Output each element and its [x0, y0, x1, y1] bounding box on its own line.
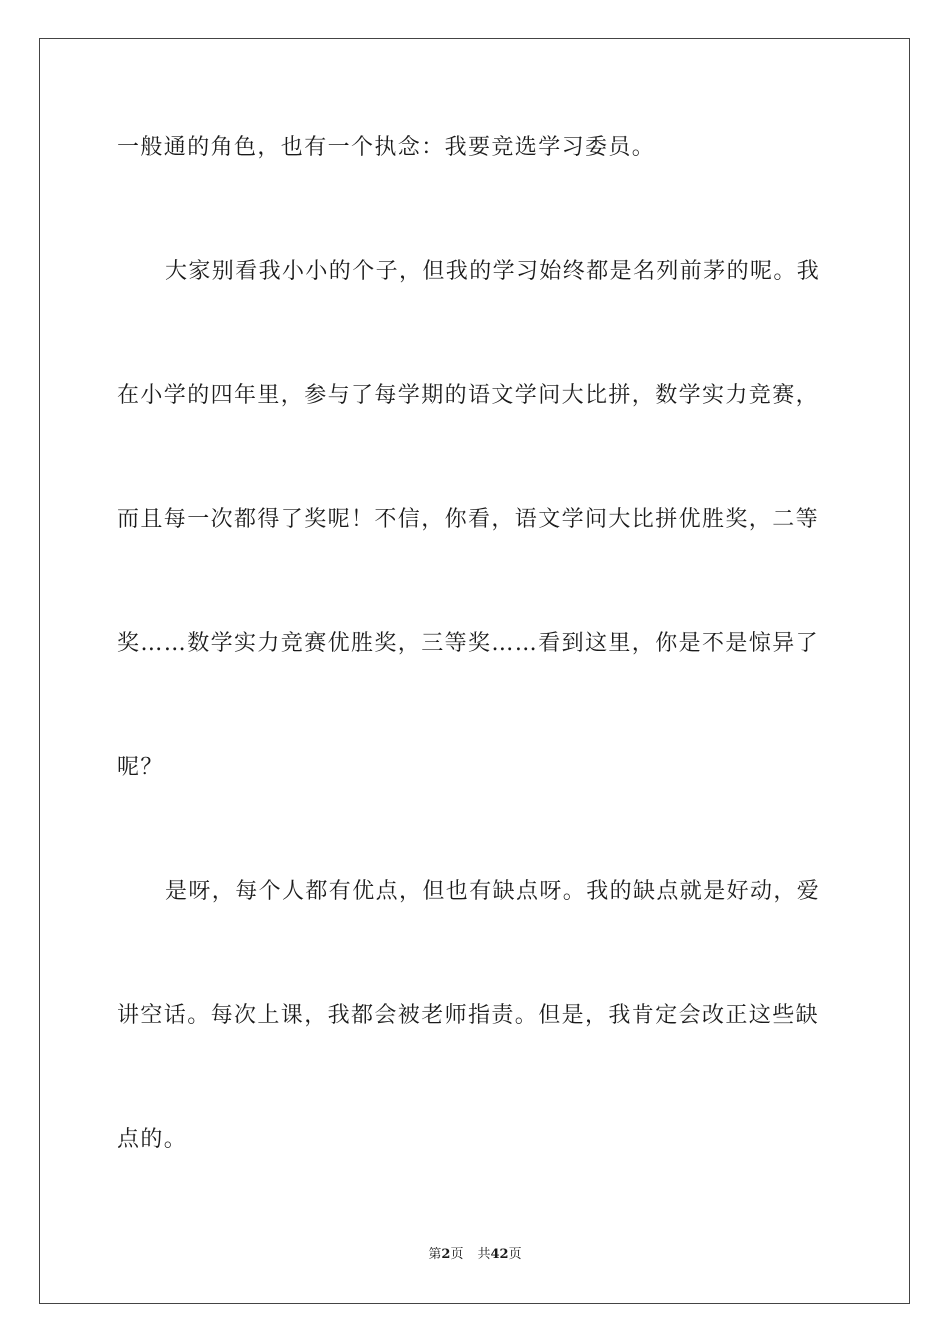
- text-line-5: 奖……数学实力竞赛优胜奖，三等奖……看到这里，你是不是惊异了: [117, 631, 820, 656]
- total-pages: 42: [490, 1247, 509, 1262]
- page-frame: [39, 38, 910, 1304]
- page-footer: [0, 1246, 950, 1264]
- text-line-7: 是呀，每个人都有优点，但也有缺点呀。我的缺点就是好动，爱: [165, 879, 821, 904]
- page-number: 2: [441, 1247, 451, 1262]
- text-line-9: 点的。: [117, 1127, 188, 1152]
- text-line-6: 呢？: [117, 755, 164, 780]
- page-suffix: 页: [450, 1247, 464, 1262]
- text-line-2: 大家别看我小小的个子，但我的学习始终都是名列前茅的呢。我: [165, 259, 821, 284]
- text-line-4: 而且每一次都得了奖呢！不信，你看，语文学问大比拼优胜奖，二等: [117, 507, 820, 532]
- total-prefix: 共: [477, 1247, 491, 1262]
- text-line-8: 讲空话。每次上课，我都会被老师指责。但是，我肯定会改正这些缺: [117, 1003, 820, 1028]
- total-suffix: 页: [508, 1247, 522, 1262]
- page-prefix: 第: [428, 1247, 442, 1262]
- text-line-3: 在小学的四年里，参与了每学期的语文学问大比拼，数学实力竞赛，: [117, 383, 820, 408]
- text-line-1: 一般通的角色，也有一个执念：我要竞选学习委员。: [117, 135, 656, 160]
